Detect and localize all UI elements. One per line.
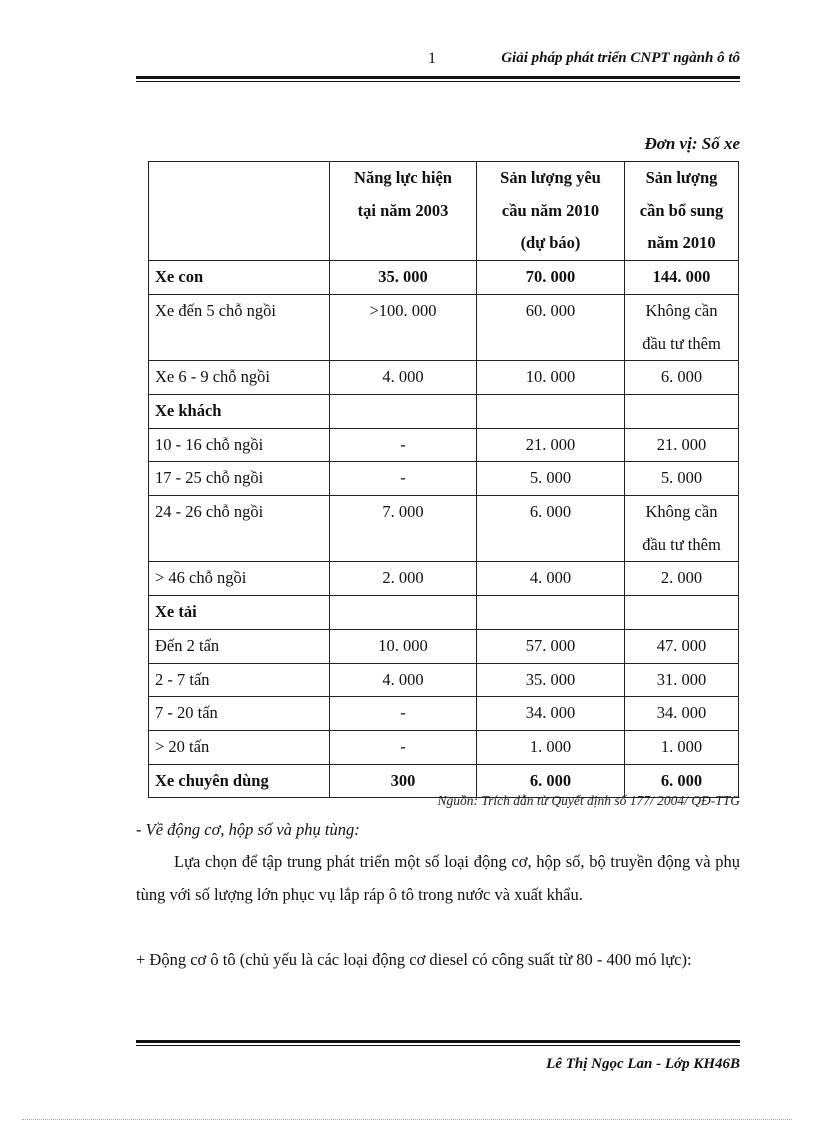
table-cell: 144. 000 (625, 261, 739, 295)
table-cell: 34. 000 (625, 697, 739, 731)
unit-label: Đơn vị: Số xe (644, 134, 740, 153)
table-cell: 21. 000 (477, 428, 625, 462)
table-row (149, 562, 739, 596)
row-label: Đến 2 tấn (149, 629, 330, 663)
paragraph-components: Lựa chọn để tập trung phát triển một số loại động cơ, hộp số, bộ truyền động và phụ tùng với số lượng lớn phục vụ lắp ráp ô tô trong nước và xuất khẩu. (136, 852, 740, 904)
table-row (149, 629, 739, 663)
column-header-line: (dự báo) (520, 233, 581, 253)
row-label: Xe con (149, 261, 330, 295)
page-footer (136, 1040, 740, 1080)
row-label: Xe chuyên dùng (149, 764, 330, 798)
header-rule-thin (136, 81, 740, 82)
table-cell: 10. 000 (330, 629, 477, 663)
table-row (149, 730, 739, 764)
row-label: > 46 chỗ ngồi (149, 562, 330, 596)
table-cell: 60. 000 (477, 294, 625, 360)
row-label: Xe đến 5 chỗ ngồi (149, 294, 330, 360)
column-header-line: cần bổ sung (639, 200, 724, 220)
column-header-line: tại năm 2003 (357, 200, 449, 220)
table-cell: 6. 000 (625, 764, 739, 798)
table-cell: 1. 000 (625, 730, 739, 764)
table-cell: 2. 000 (330, 562, 477, 596)
table-cell: 57. 000 (477, 629, 625, 663)
table-cell: 6. 000 (477, 764, 625, 798)
table-cell: 31. 000 (625, 663, 739, 697)
table-cell: 6. 000 (477, 496, 625, 562)
column-header-line: cầu năm 2010 (501, 200, 600, 220)
source-note: Nguồn: Trích dẫn từ Quyết định số 177/ 2004/ QĐ-TTG (437, 793, 740, 808)
table-cell: 2. 000 (625, 562, 739, 596)
table-cell: 6. 000 (625, 361, 739, 395)
table-row (149, 663, 739, 697)
table-cell (477, 394, 625, 428)
column-header-line: Sản lượng (645, 168, 718, 187)
table-cell: 47. 000 (625, 629, 739, 663)
header-title: Giải pháp phát triển CNPT ngành ô tô (501, 50, 740, 66)
table-cell: 7. 000 (330, 496, 477, 562)
row-label: Xe khách (149, 394, 330, 428)
table-cell: 10. 000 (477, 361, 625, 395)
table-cell: 4. 000 (477, 562, 625, 596)
page-header (136, 44, 740, 84)
table-cell-line: đầu tư thêm (642, 333, 721, 353)
table-cell: 1. 000 (477, 730, 625, 764)
table-cell: 4. 000 (330, 663, 477, 697)
table-cell: 35. 000 (330, 261, 477, 295)
table-cell: 4. 000 (330, 361, 477, 395)
table-cell: - (330, 730, 477, 764)
row-label: 2 - 7 tấn (149, 663, 330, 697)
column-header (477, 162, 625, 261)
table-cell: 21. 000 (625, 428, 739, 462)
table-row (149, 697, 739, 731)
table-cell (330, 394, 477, 428)
table-cell-line: đầu tư thêm (642, 534, 721, 554)
table-row (149, 361, 739, 395)
section-subheading: - Về động cơ, hộp số và phụ tùng: (136, 820, 360, 839)
row-label: 10 - 16 chỗ ngồi (149, 428, 330, 462)
table-row (149, 462, 739, 496)
table-row (149, 394, 739, 428)
row-label: 17 - 25 chỗ ngồi (149, 462, 330, 496)
column-header-line: Sản lượng yêu (500, 168, 601, 187)
column-header-line: Năng lực hiện (354, 168, 452, 187)
table-cell: 5. 000 (625, 462, 739, 496)
column-header (149, 162, 330, 261)
vehicle-output-table (148, 161, 739, 798)
footer-rule-thick (136, 1040, 740, 1043)
table-cell (477, 596, 625, 630)
paragraph-engines: + Động cơ ô tô (chủ yếu là các loại động cơ diesel có công suất từ 80 - 400 mó lực): (136, 950, 692, 969)
column-header-line: năm 2010 (647, 233, 716, 253)
table-cell: - (330, 462, 477, 496)
table-cell: 35. 000 (477, 663, 625, 697)
row-label: > 20 tấn (149, 730, 330, 764)
table-cell: 5. 000 (477, 462, 625, 496)
table-cell: - (330, 428, 477, 462)
table-row (149, 496, 739, 562)
table-cell: 300 (330, 764, 477, 798)
table-header-row (149, 162, 739, 261)
row-label: Xe 6 - 9 chỗ ngồi (149, 361, 330, 395)
table-cell-line: Không cần (645, 502, 718, 522)
table-cell (625, 496, 739, 562)
footer-author: Lê Thị Ngọc Lan - Lớp KH46B (546, 1056, 740, 1072)
table-cell: 70. 000 (477, 261, 625, 295)
table-row (149, 261, 739, 295)
table-cell-line: Không cần (645, 300, 718, 320)
table-row (149, 428, 739, 462)
table-cell: - (330, 697, 477, 731)
row-label: 24 - 26 chỗ ngồi (149, 496, 330, 562)
table-cell (625, 394, 739, 428)
table-cell: >100. 000 (330, 294, 477, 360)
table-cell (625, 294, 739, 360)
table-cell: 34. 000 (477, 697, 625, 731)
table-cell (330, 596, 477, 630)
footer-rule-thin (136, 1045, 740, 1046)
table-row (149, 294, 739, 360)
column-header (625, 162, 739, 261)
row-label: Xe tải (149, 596, 330, 630)
page-boundary (22, 1119, 792, 1120)
page-number: 1 (428, 50, 436, 67)
table-cell (625, 596, 739, 630)
column-header (330, 162, 477, 261)
table-row (149, 596, 739, 630)
row-label: 7 - 20 tấn (149, 697, 330, 731)
header-rule-thick (136, 76, 740, 79)
